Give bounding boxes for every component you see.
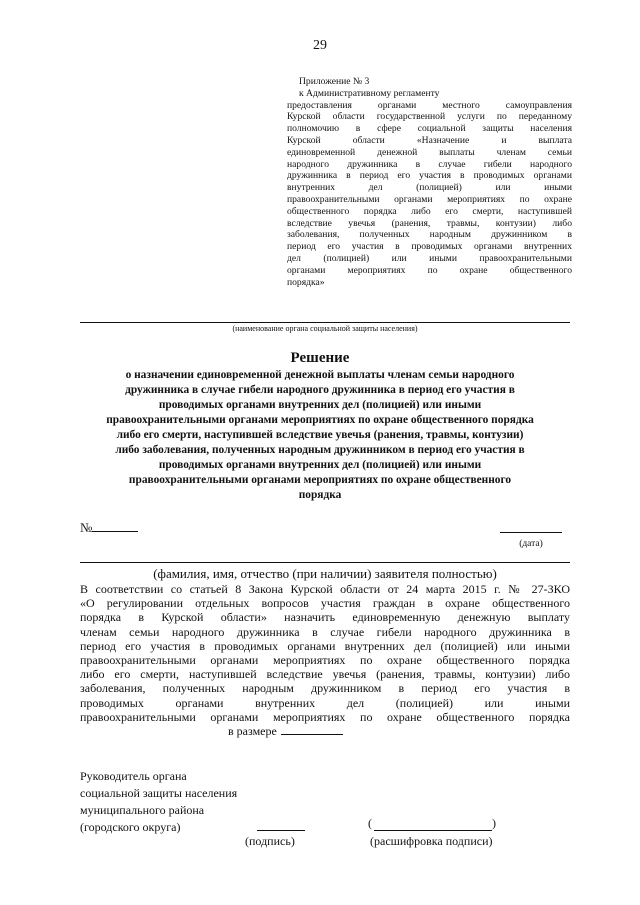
decipher-line — [374, 830, 492, 831]
head-line: социальной защиты населения — [80, 786, 238, 800]
head-signature-block — [80, 768, 237, 836]
body-line: членам семьи народного дружинника в случае гибели народного дружинника в — [80, 624, 570, 639]
appendix-line: дружинника в период его участия в проводимых органами — [287, 170, 572, 182]
appendix-line: народного дружинника в случае гибели народного — [287, 158, 572, 170]
decision-subject-line: проводимых органами внутренних дел (полицией) или иными — [158, 459, 482, 471]
date-line — [500, 532, 562, 533]
body-line: период его участия в проводимых органами внутренних дел (полицией) или иными — [80, 638, 570, 653]
decision-subject — [100, 368, 540, 503]
appendix-line: единовременной денежной выплаты членам семьи — [287, 146, 572, 158]
appendix-line: предоставления органами местного самоуправления — [287, 99, 572, 111]
decipher-caption: (расшифровка подписи) — [370, 834, 493, 848]
decision-subject-line: о назначении единовременной денежной выплаты членам семьи народного — [125, 369, 515, 381]
number-blank — [92, 521, 138, 532]
appendix-line: Курской области государственной услуги по переданному — [287, 111, 572, 123]
appendix-subtitle: к Административному регламенту — [299, 87, 440, 99]
appendix-line: правоохранительными органами мероприятиях по охране — [287, 193, 572, 205]
body-line: «О регулировании отдельных вопросов участия граждан в охране общественного — [80, 596, 570, 611]
appendix-title: Приложение № 3 — [299, 76, 370, 87]
decision-subject-line: дружинника в случае гибели народного дружинника в период его участия в — [125, 384, 515, 396]
body-line: заболевания, полученных народным дружинником в период его участия в — [80, 681, 570, 696]
body-line: В соответствии со статьей 8 Закона Курской области от 24 марта 2015 г. № 27-ЗКО — [80, 582, 570, 596]
appendix-block — [287, 76, 572, 288]
org-name-caption: (наименование органа социальной защиты населения) — [232, 324, 418, 333]
appendix-line: общественного порядка либо его смерти, наступившей — [287, 205, 572, 217]
signature-line — [257, 830, 305, 831]
page-number: 29 — [313, 38, 327, 53]
decision-title: Решение — [290, 350, 350, 366]
org-name-line — [80, 322, 570, 323]
body-line: либо его смерти, наступившей вследствие увечья (ранения, травмы, контузии) либо — [80, 667, 570, 682]
number-label: № — [80, 520, 93, 535]
appendix-line: дел (полицией) или иными правоохранительными — [287, 252, 572, 264]
amount-row — [80, 724, 570, 738]
head-line: (городского округа) — [80, 820, 181, 834]
decision-subject-line: правоохранительными органами мероприятиях по охране общественного порядка — [106, 414, 534, 426]
appendix-line: вследствие увечья (ранения, травмы, контузии) либо — [287, 217, 572, 229]
decision-body — [80, 582, 570, 738]
decipher-close-paren: ) — [492, 816, 496, 830]
decision-number — [80, 520, 138, 536]
fio-caption: (фамилия, имя, отчество (при наличии) заявителя полностью) — [153, 566, 497, 581]
signature-caption: (подпись) — [245, 834, 295, 848]
decision-subject-line: проводимых органами внутренних дел (полицией) или иными — [158, 399, 482, 411]
appendix-line: период его участия в проводимых органами внутренних — [287, 241, 572, 253]
decision-subject-line: правоохранительными органами мероприятиях по охране общественного — [128, 474, 512, 486]
decision-subject-line: либо его смерти, наступившей вследствие увечья (ранения, травмы, контузии) — [116, 429, 524, 441]
head-line: муниципального района — [80, 803, 205, 817]
head-line: Руководитель органа — [80, 769, 187, 783]
appendix-line: органами мероприятиях по охране общественного — [287, 264, 572, 276]
amount-blank — [281, 724, 343, 735]
appendix-line: полномочию в сфере социальной защиты населения — [287, 123, 572, 135]
amount-label: в размере — [228, 724, 277, 739]
appendix-line: заболевания, полученных народным дружинником в — [287, 229, 572, 241]
decision-subject-line: либо заболевания, полученных народным дружинником в период его участия в — [115, 444, 525, 456]
body-line: порядка в Курской области» назначить единовременную денежную выплату — [80, 610, 570, 625]
body-line: правоохранительными органами мероприятиях по охране общественного порядка — [80, 653, 570, 668]
appendix-line: порядка» — [287, 276, 325, 288]
appendix-line: Курской области «Назначение и выплата — [287, 134, 572, 146]
appendix-line: внутренних дел (полицией) или иными — [287, 182, 572, 194]
date-caption: (дата) — [519, 539, 543, 549]
body-line: проводимых органами внутренних дел (полицией) или иными — [80, 695, 570, 710]
body-line: правоохранительными органами мероприятиях по охране общественного порядка — [80, 709, 570, 724]
decipher-open-paren: ( — [368, 816, 372, 830]
fio-line — [80, 562, 570, 563]
decision-subject-line: порядка — [298, 489, 342, 501]
